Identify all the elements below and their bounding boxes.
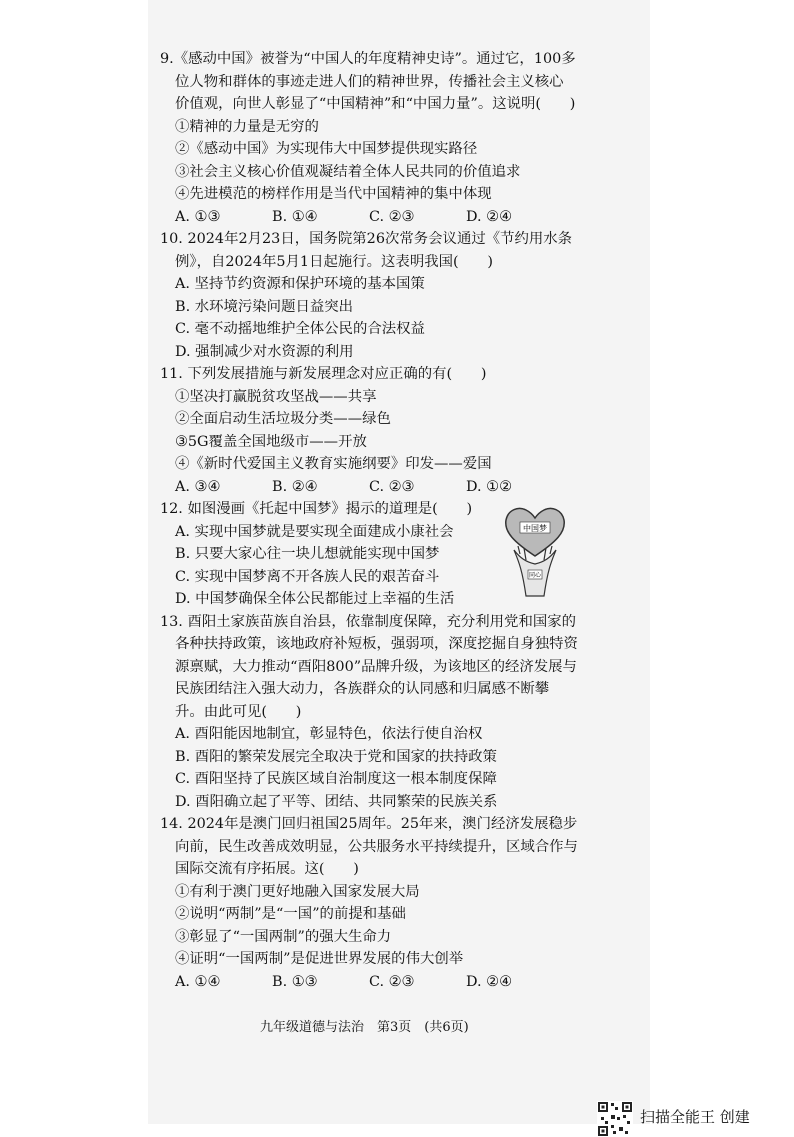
choice-a: A. ①③ [175, 208, 221, 225]
statement: ②《感动中国》为实现伟大中国梦提供现实路径 [175, 141, 478, 157]
question-stem-line: 各种扶持政策，该地政府补短板，强弱项，深度挖掘自身独特资 [175, 636, 578, 652]
option-d: D. 强制减少对水资源的利用 [175, 343, 354, 360]
statement: ①坚决打赢脱贫攻坚战——共享 [175, 388, 377, 405]
scanner-watermark: 扫描全能王 创建 [640, 1108, 750, 1126]
question-stem-line: 民族团结注入强大动力，各族群众的认同感和归属感不断攀 [175, 681, 550, 697]
question-14 [160, 813, 640, 993]
choice-b: B. ①④ [272, 208, 318, 225]
choice-c: C. ②③ [369, 208, 415, 225]
choice-c: C. ②③ [369, 973, 415, 990]
choice-b: B. ②④ [272, 478, 318, 495]
sleeve-label: 同心 [528, 572, 542, 579]
statement: ②全面启动生活垃圾分类——绿色 [175, 411, 391, 427]
question-stem-line: 国际交流有序拓展。这( ) [175, 861, 359, 877]
option-b: B. 只要大家心往一块儿想就能实现中国梦 [175, 546, 440, 562]
choice-d: D. ②④ [466, 208, 512, 225]
statement: ④证明“一国两制”是促进世界发展的伟大创举 [175, 951, 464, 967]
option-b: B. 水环境污染问题日益突出 [175, 298, 354, 315]
question-stem-line: 10. 2024年2月23日，国务院第26次常务会议通过《节约用水条 [160, 231, 573, 247]
statement: ①精神的力量是无穷的 [175, 118, 319, 135]
question-stem-line: 向前，民生改善成效明显，公共服务水平持续提升，区域合作与 [175, 838, 578, 855]
page-footer: 九年级道德与法治 第3页 (共6页) [260, 1020, 469, 1035]
statement: ③5G覆盖全国地级市——开放 [175, 433, 367, 450]
choice-a: A. ③④ [175, 478, 221, 495]
option-a: A. 坚持节约资源和保护环境的基本国策 [175, 276, 425, 292]
question-11 [160, 363, 640, 498]
question-stem-line: 11. 下列发展措施与新发展理念对应正确的有( ) [160, 366, 487, 382]
qr-code-icon [597, 1101, 633, 1137]
question-stem-line: 价值观，向世人彰显了“中国精神”和“中国力量”。这说明( ) [175, 96, 576, 112]
question-stem-line: 位人物和群体的事迹走进人们的精神世界，传播社会主义核心 [175, 73, 564, 90]
cartoon-illustration [500, 500, 570, 598]
question-stem-line: 升。由此可见( ) [175, 703, 302, 720]
choice-d: D. ②④ [466, 973, 512, 990]
statement: ④先进模范的榜样作用是当代中国精神的集中体现 [175, 186, 492, 202]
question-stem-line: 12. 如图漫画《托起中国梦》揭示的道理是( ) [160, 501, 473, 517]
choice-c: C. ②③ [369, 478, 415, 495]
choice-b: B. ①③ [272, 973, 318, 990]
choices-row [160, 206, 640, 229]
question-stem-line: 9.《感动中国》被誉为“中国人的年度精神史诗”。通过它，100多 [160, 51, 576, 67]
option-a: A. 酉阳能因地制宜，彰显特色，依法行使自治权 [175, 726, 483, 742]
option-c: C. 酉阳坚持了民族区域自治制度这一根本制度保障 [175, 771, 497, 787]
choices-row [160, 476, 640, 499]
option-a: A. 实现中国梦就是要实现全面建成小康社会 [175, 523, 454, 540]
heart-label: 中国梦 [523, 524, 547, 533]
question-stem-line: 例》，自2024年5月1日起施行。这表明我国( ) [175, 253, 493, 270]
question-10 [160, 228, 640, 363]
statement: ③彰显了“一国两制”的强大生命力 [175, 928, 392, 945]
option-b: B. 酉阳的繁荣发展完全取决于党和国家的扶持政策 [175, 748, 497, 765]
option-c: C. 毫不动摇地维护全体公民的合法权益 [175, 321, 425, 337]
statement: ③社会主义核心价值观凝结着全体人民共同的价值追求 [175, 163, 521, 180]
question-stem-line: 14. 2024年是澳门回归祖国25周年。25年来，澳门经济发展稳步 [160, 816, 578, 832]
choices-row [160, 971, 640, 994]
question-stem-line: 13. 酉阳土家族苗族自治县，依靠制度保障，充分利用党和国家的 [160, 613, 577, 630]
option-d: D. 中国梦确保全体公民都能过上幸福的生活 [175, 591, 455, 607]
question-9 [160, 48, 640, 228]
statement: ④《新时代爱国主义教育实施纲要》印发——爱国 [175, 456, 492, 472]
question-stem-line: 源禀赋，大力推动“酉阳800”品牌升级，为该地区的经济发展与 [175, 658, 577, 675]
choice-a: A. ①④ [175, 973, 221, 990]
statement: ②说明“两制”是“一国”的前提和基础 [175, 906, 406, 922]
statement: ①有利于澳门更好地融入国家发展大局 [175, 883, 420, 900]
question-13 [160, 611, 640, 814]
choice-d: D. ①② [466, 478, 512, 495]
option-d: D. 酉阳确立起了平等、团结、共同繁荣的民族关系 [175, 793, 498, 810]
option-c: C. 实现中国梦离不开各族人民的艰苦奋斗 [175, 568, 440, 585]
